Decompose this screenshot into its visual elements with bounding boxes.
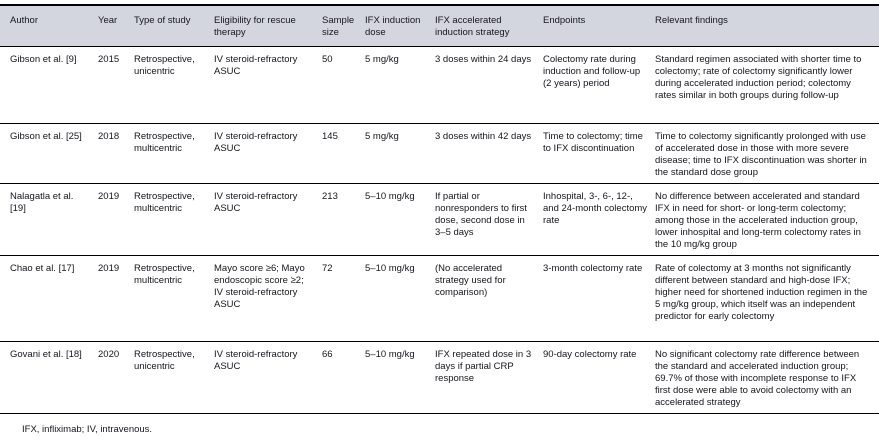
cell-endpoints: Inhospital, 3-, 6-, 12-, and 24-month colectomy rate [543,183,655,255]
col-header-induction-dose: IFX induction dose [365,5,435,46]
cell-induction-dose: 5–10 mg/kg [365,183,435,255]
table-row [0,123,879,183]
col-header-year: Year [98,5,134,46]
col-header-accelerated-strategy: IFX accelerated induction strategy [435,5,543,46]
cell-accelerated-strategy: If partial or nonresponders to first dose, second dose in 3–5 days [435,183,543,255]
studies-table [0,4,879,414]
cell-year: 2019 [98,183,134,255]
cell-eligibility: Mayo score ≥6; Mayo endoscopic score ≥2; IV steroid-refractory ASUC [214,255,322,341]
col-header-eligibility: Eligibility for rescue therapy [214,5,322,46]
cell-findings: No difference between accelerated and standard IFX in need for short- or long-term colectomy; among those in the accelerated induction group, lower inhospital and long-term colectomy rates in the 10 mg/kg group [655,183,879,255]
col-header-endpoints: Endpoints [543,5,655,46]
cell-endpoints: 90-day colectomy rate [543,341,655,413]
cell-accelerated-strategy: (No accelerated strategy used for comparison) [435,255,543,341]
cell-sample-size: 213 [322,183,365,255]
table-row [0,46,879,123]
cell-findings: Standard regimen associated with shorter time to colectomy; rate of colectomy significantly lower during accelerated induction period; colectomy rates similar in both groups during follow-up [655,46,879,123]
cell-year: 2018 [98,123,134,183]
cell-author: Govani et al. [18] [0,341,98,413]
cell-findings: Rate of colectomy at 3 months not significantly different between standard and high-dose IFX; higher need for shortened induction regimen in the 5 mg/kg group, which itself was an independent predictor for early colectomy [655,255,879,341]
col-header-type-of-study: Type of study [134,5,214,46]
cell-eligibility: IV steroid-refractory ASUC [214,341,322,413]
footnote-text: IFX, infliximab; IV, intravenous. [22,423,153,435]
cell-findings: No significant colectomy rate difference between the standard and accelerated induction group; 69.7% of those with incomplete response to IFX first dose were able to avoid colectomy with an accelerated strategy [655,341,879,413]
table-row [0,183,879,255]
cell-year: 2015 [98,46,134,123]
cell-author: Nalagatla et al. [19] [0,183,98,255]
cell-eligibility: IV steroid-refractory ASUC [214,123,322,183]
cell-author: Gibson et al. [9] [0,46,98,123]
cell-endpoints: Time to colectomy; time to IFX discontinuation [543,123,655,183]
cell-eligibility: IV steroid-refractory ASUC [214,183,322,255]
table-row [0,255,879,341]
cell-sample-size: 66 [322,341,365,413]
table-row [0,341,879,413]
cell-accelerated-strategy: 3 doses within 42 days [435,123,543,183]
cell-study-type: Retrospective, unicentric [134,341,214,413]
cell-author: Gibson et al. [25] [0,123,98,183]
col-header-sample-size: Sample size [322,5,365,46]
cell-study-type: Retrospective, multicentric [134,183,214,255]
cell-accelerated-strategy: IFX repeated dose in 3 days if partial CRP response [435,341,543,413]
cell-sample-size: 145 [322,123,365,183]
cell-author: Chao et al. [17] [0,255,98,341]
cell-endpoints: Colectomy rate during induction and follow-up (2 years) period [543,46,655,123]
cell-eligibility: IV steroid-refractory ASUC [214,46,322,123]
cell-endpoints: 3-month colectomy rate [543,255,655,341]
cell-sample-size: 72 [322,255,365,341]
cell-year: 2019 [98,255,134,341]
cell-year: 2020 [98,341,134,413]
cell-findings: Time to colectomy significantly prolonged with use of accelerated dose in those with more severe disease; time to IFX discontinuation was shorter in the standard dose group [655,123,879,183]
col-header-author: Author [0,5,98,46]
col-header-relevant-findings: Relevant findings [655,5,879,46]
cell-induction-dose: 5 mg/kg [365,46,435,123]
cell-study-type: Retrospective, unicentric [134,46,214,123]
cell-induction-dose: 5–10 mg/kg [365,341,435,413]
table-footnote [0,414,879,442]
header-row [0,5,879,46]
cell-induction-dose: 5 mg/kg [365,123,435,183]
cell-induction-dose: 5–10 mg/kg [365,255,435,341]
cell-study-type: Retrospective, multicentric [134,123,214,183]
cell-study-type: Retrospective, multicentric [134,255,214,341]
cell-accelerated-strategy: 3 doses within 24 days [435,46,543,123]
cell-sample-size: 50 [322,46,365,123]
